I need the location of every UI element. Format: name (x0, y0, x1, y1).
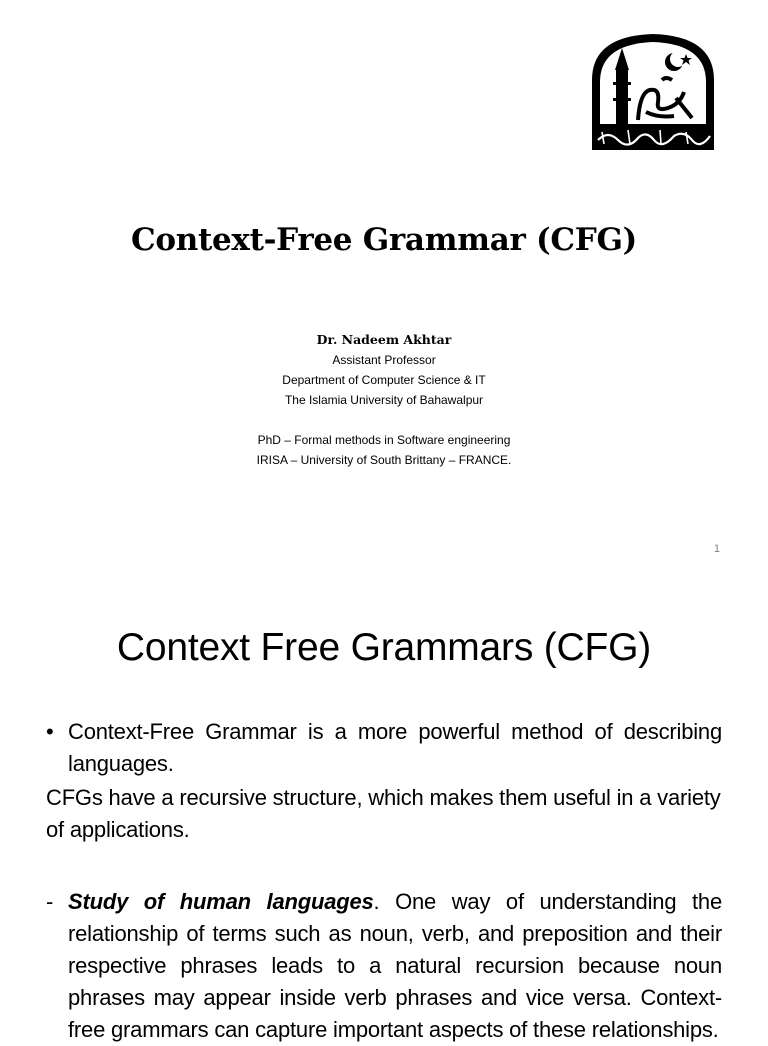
content-slide (0, 576, 768, 1042)
author-institute: IRISA – University of South Brittany – FRANCE. (256, 453, 512, 467)
dash-item (46, 886, 722, 1046)
page-number: 1 (713, 543, 720, 555)
spacer (0, 410, 768, 430)
spacer (46, 846, 722, 886)
paragraph: CFGs have a recursive structure, which makes them useful in a variety of applications. (46, 785, 721, 842)
slide-title: Context Free Grammars (CFG) (116, 626, 652, 669)
bullet-item (46, 716, 722, 780)
author-department: Department of Computer Science & IT (282, 373, 486, 387)
bullet-marker: • (46, 719, 54, 744)
emphasis-text: Study of human languages (68, 889, 374, 914)
author-info (0, 330, 768, 470)
bullet-text: Context-Free Grammar is a more powerful method of describing languages. (68, 719, 722, 776)
slide-title: Context-Free Grammar (CFG) (130, 222, 638, 258)
author-phd: PhD – Formal methods in Software engineering (257, 433, 511, 447)
dash-item-text: . One way of understanding the relationship of terms such as noun, verb, and preposition and their respective phrases leads to a natural recursion because noun phrases may appear inside verb phrases and vice versa. Context-free grammars can capture important aspects of these relationships. (68, 889, 722, 1042)
author-name: Dr. Nadeem Akhtar (316, 332, 452, 347)
university-crest-icon (588, 32, 718, 152)
slide-body (46, 716, 722, 1046)
author-university: The Islamia University of Bahawalpur (284, 393, 484, 407)
author-position: Assistant Professor (332, 353, 436, 367)
dash-marker: - (46, 889, 54, 914)
